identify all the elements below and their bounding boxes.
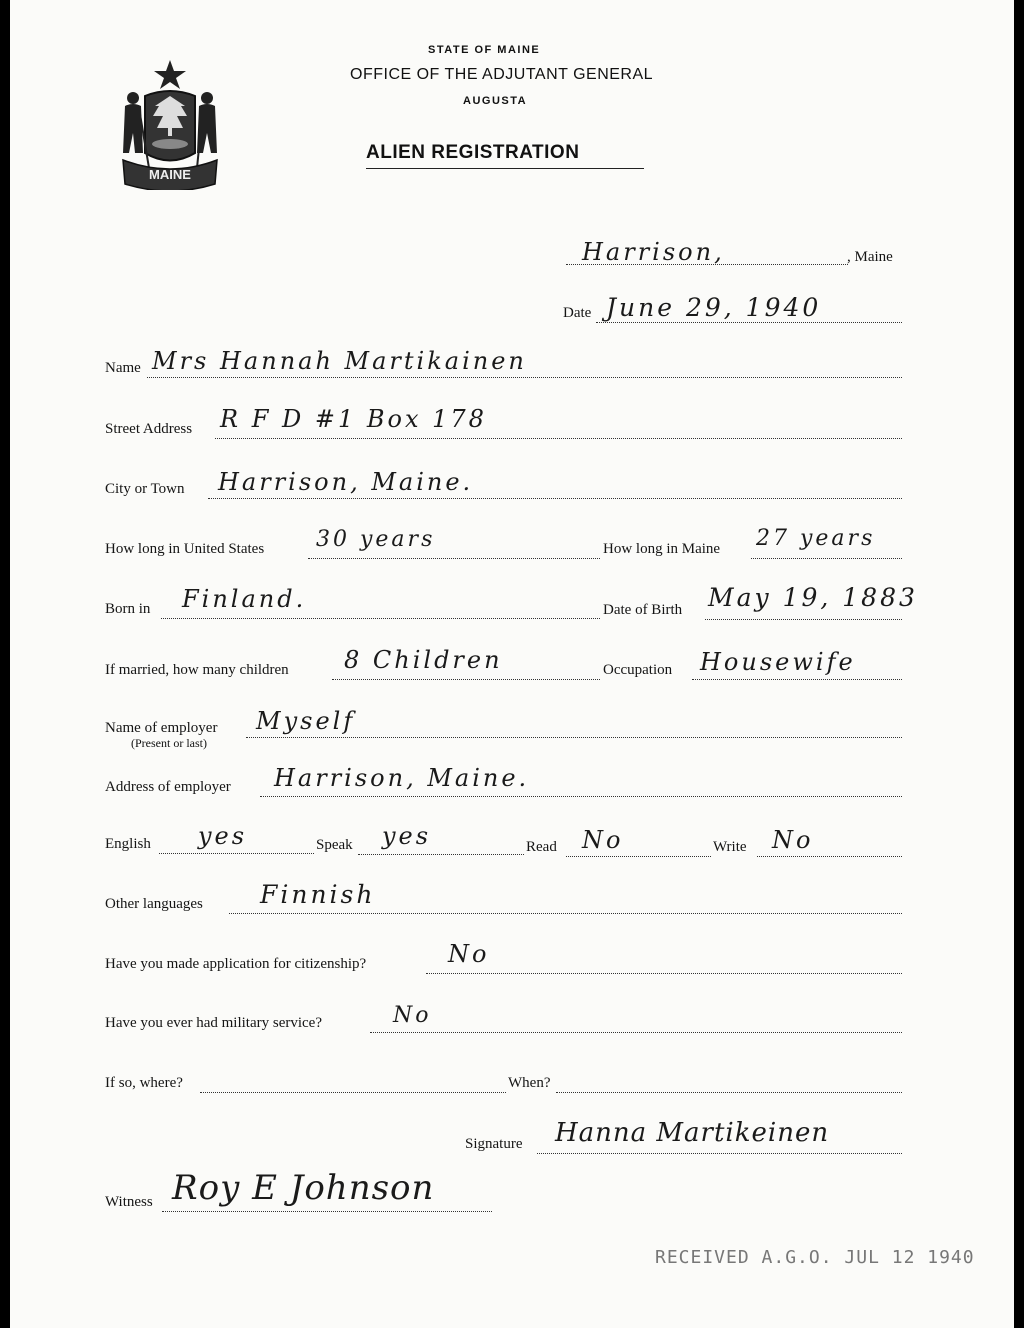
- name-label: Name: [105, 360, 141, 376]
- name-value: Mrs Hannah Martikainen: [152, 347, 527, 375]
- years-us-label: How long in United States: [105, 541, 265, 557]
- employer-address-value: Harrison, Maine.: [274, 764, 530, 792]
- city-label: City or Town: [105, 481, 185, 497]
- state-heading: STATE OF MAINE: [428, 44, 541, 56]
- city-value: Harrison, Maine.: [218, 468, 474, 496]
- signature-value: Hanna Martikeinen: [555, 1118, 830, 1148]
- date-value: June 29, 1940: [606, 293, 822, 322]
- street-label: Street Address: [105, 421, 193, 437]
- office-heading: OFFICE OF THE ADJUTANT GENERAL: [350, 66, 654, 83]
- years-maine-value: 27 years: [756, 526, 876, 551]
- read-value: No: [582, 826, 624, 854]
- military-label: Have you ever had military service?: [105, 1015, 322, 1031]
- years-us-value: 30 years: [316, 527, 436, 552]
- state-seal-icon: [115, 58, 225, 190]
- when-label: When?: [508, 1075, 551, 1091]
- military-value: No: [393, 1003, 432, 1028]
- other-languages-value: Finnish: [260, 880, 376, 909]
- form-title: ALIEN REGISTRATION: [366, 142, 644, 169]
- write-value: No: [772, 826, 814, 854]
- years-maine-label: How long in Maine: [603, 541, 721, 557]
- date-label: Date: [563, 305, 592, 321]
- read-label: Read: [526, 839, 557, 855]
- signature-label: Signature: [465, 1136, 523, 1152]
- witness-label: Witness: [105, 1194, 153, 1210]
- born-in-value: Finland.: [182, 585, 307, 613]
- citizenship-label: Have you made application for citizenship?: [105, 956, 367, 972]
- born-in-label: Born in: [105, 601, 151, 617]
- employer-sublabel: (Present or last): [131, 736, 207, 750]
- other-languages-label: Other languages: [105, 896, 203, 912]
- street-value: R F D #1 Box 178: [220, 405, 487, 433]
- speak-label: Speak: [316, 837, 353, 853]
- speak-value: yes: [382, 822, 432, 850]
- state-label: , Maine: [847, 249, 893, 265]
- received-stamp: RECEIVED A.G.O. JUL 12 1940: [655, 1247, 975, 1268]
- write-label: Write: [713, 839, 747, 855]
- city-heading: AUGUSTA: [463, 95, 528, 107]
- birth-date-label: Date of Birth: [603, 602, 683, 618]
- english-label: English: [105, 836, 151, 852]
- employer-address-label: Address of employer: [105, 779, 231, 795]
- svg-text:MAINE: MAINE: [149, 167, 191, 182]
- children-value: 8 Children: [344, 646, 503, 674]
- registration-form: [10, 0, 1014, 1328]
- witness-value: Roy E Johnson: [172, 1168, 435, 1208]
- employer-label: Name of employer: [105, 720, 218, 736]
- birth-date-value: May 19, 1883: [708, 583, 918, 612]
- children-label: If married, how many children: [105, 662, 289, 678]
- town-value: Harrison,: [582, 238, 725, 266]
- occupation-label: Occupation: [603, 662, 673, 678]
- citizenship-value: No: [448, 940, 490, 968]
- english-value: yes: [198, 822, 248, 850]
- employer-value: Myself: [256, 707, 356, 735]
- occupation-value: Housewife: [700, 648, 856, 676]
- where-label: If so, where?: [105, 1075, 183, 1091]
